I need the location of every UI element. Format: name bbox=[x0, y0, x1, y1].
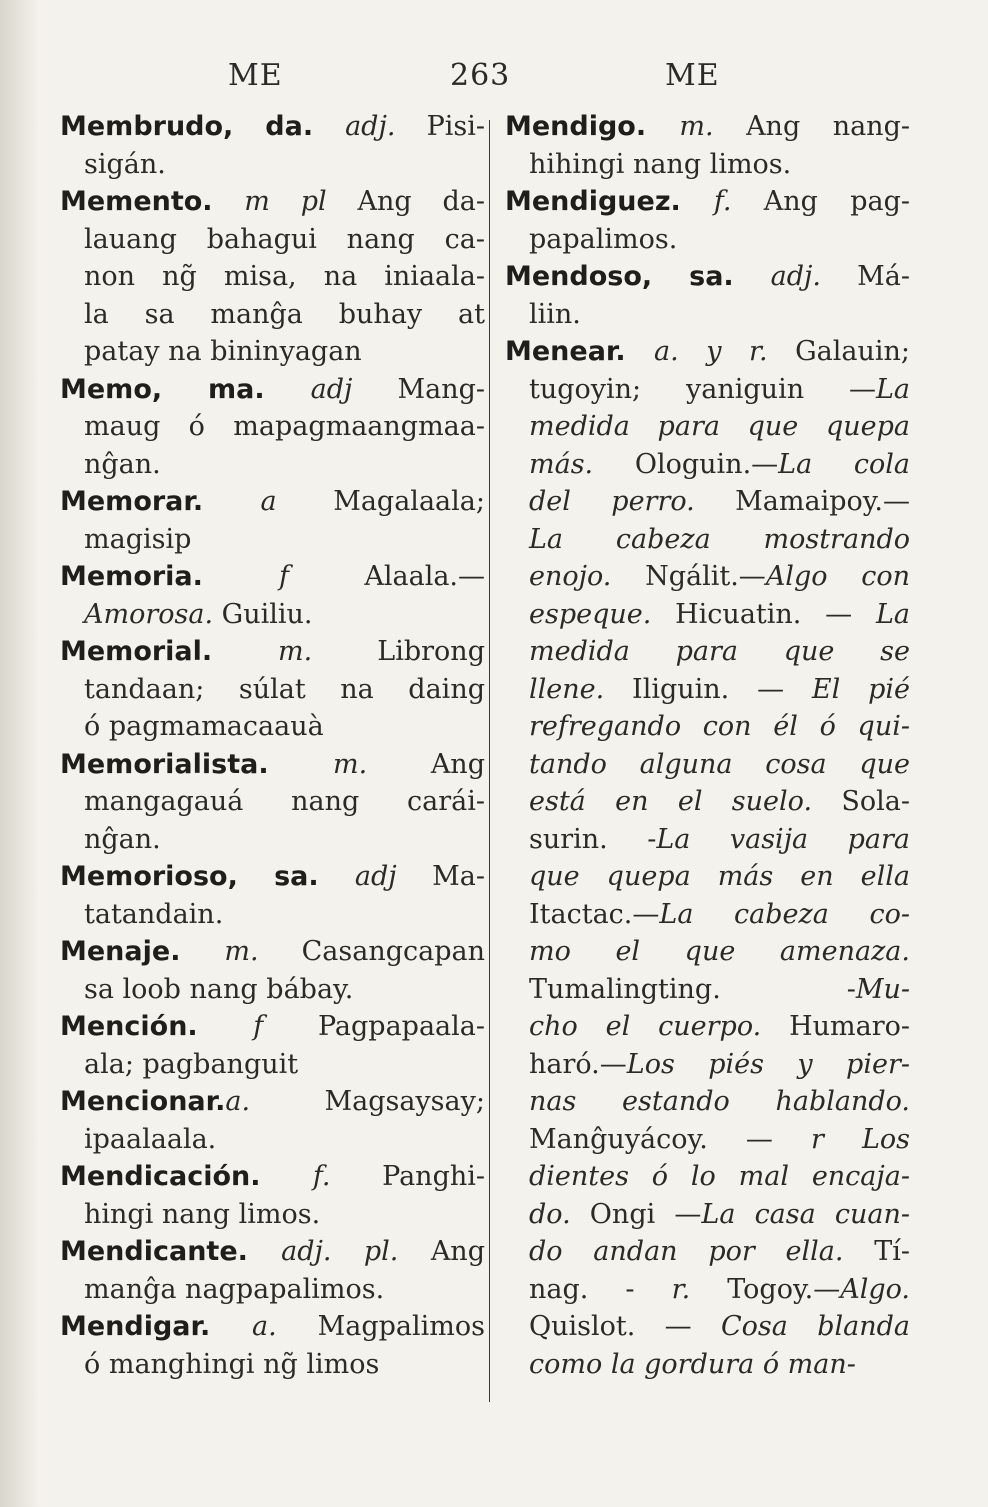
definition-text: Magalaala; bbox=[333, 486, 485, 517]
spanish-phrase: Algo. bbox=[840, 1273, 910, 1305]
entry-line bbox=[505, 1046, 910, 1084]
spanish-phrase: La cabeza mostrando bbox=[529, 523, 910, 555]
headword: Memorar. bbox=[60, 486, 261, 517]
entry-line bbox=[60, 1346, 485, 1384]
definition-text: la sa manĝa buhay at bbox=[84, 298, 485, 330]
entry-mendigo bbox=[505, 108, 910, 183]
definition-text: Ongi — bbox=[589, 1198, 702, 1230]
entry-line bbox=[60, 333, 485, 371]
entry-line bbox=[60, 146, 485, 184]
definition-text: surin. - bbox=[529, 823, 657, 855]
definition-text: mangagauá nang carái- bbox=[84, 786, 485, 817]
entry-mencion bbox=[60, 1008, 485, 1083]
definition-text: Guiliu. bbox=[221, 598, 313, 630]
definition-text: Alaala.— bbox=[364, 561, 485, 592]
entry-memorar bbox=[60, 483, 485, 558]
column-divider bbox=[489, 120, 490, 1402]
definition-text: Ang bbox=[430, 1236, 485, 1267]
definition-text: Má- bbox=[857, 261, 910, 292]
definition-text: Mamaipoy.— bbox=[735, 486, 910, 517]
entry-line bbox=[505, 296, 910, 334]
entry-line bbox=[60, 896, 485, 934]
spanish-phrase: del perro. bbox=[529, 486, 736, 517]
headword: Memo, ma. bbox=[60, 373, 311, 405]
entry-line bbox=[505, 1271, 910, 1309]
definition-text: patay na bininyagan bbox=[84, 336, 362, 367]
entry-line bbox=[60, 708, 485, 746]
entry-line bbox=[60, 1121, 485, 1159]
entry-line bbox=[505, 1121, 910, 1159]
definition-text: ala; pagbanguit bbox=[84, 1048, 299, 1080]
entry-menaje bbox=[60, 933, 485, 1008]
spanish-phrase: enojo. bbox=[529, 561, 646, 592]
headword: Mencionar. bbox=[60, 1086, 226, 1117]
definition-text: Humaro- bbox=[789, 1011, 910, 1042]
definition-text: Ma- bbox=[432, 861, 485, 892]
grammar-abbrev: m. bbox=[224, 936, 302, 967]
spanish-phrase: medida para que se bbox=[529, 636, 910, 667]
definition-text: Pagpapaala- bbox=[317, 1011, 485, 1042]
entry-line bbox=[505, 858, 910, 896]
entry-line bbox=[505, 708, 910, 746]
entry-mendicante bbox=[60, 1233, 485, 1308]
grammar-abbrev: m pl bbox=[244, 186, 358, 217]
definition-text: lauang bahagui nang ca- bbox=[84, 223, 485, 255]
definition-text: Ang da- bbox=[357, 186, 485, 217]
entry-line bbox=[60, 821, 485, 859]
spanish-phrase: Los bbox=[861, 1123, 910, 1155]
spanish-phrase: La cabeza co- bbox=[659, 898, 910, 930]
spanish-phrase: tando alguna cosa que bbox=[529, 748, 910, 780]
spanish-phrase: La casa cuan- bbox=[701, 1198, 910, 1230]
grammar-abbrev: m. bbox=[333, 748, 431, 780]
spanish-phrase: La cola bbox=[778, 448, 910, 480]
entry-line bbox=[60, 633, 485, 671]
entry-line bbox=[505, 933, 910, 971]
headword: Menaje. bbox=[60, 936, 225, 967]
entry-line bbox=[60, 858, 485, 896]
entry-line bbox=[505, 258, 910, 296]
entry-line bbox=[60, 1083, 485, 1121]
grammar-abbrev: a. y r. bbox=[654, 336, 796, 367]
guide-word-left: ME bbox=[228, 58, 283, 93]
entry-line bbox=[505, 371, 910, 409]
definition-text: manĝa nagpapalimos. bbox=[84, 1273, 385, 1305]
definition-text: Ang nang- bbox=[746, 111, 910, 142]
grammar-abbrev: f bbox=[253, 1011, 318, 1042]
headword: Mendicante. bbox=[60, 1236, 282, 1267]
definition-text: Quislot. — bbox=[529, 1311, 721, 1342]
spanish-phrase: mo el que amenaza. bbox=[529, 936, 910, 967]
entry-line bbox=[505, 1196, 910, 1234]
definition-text: Ologuin.— bbox=[634, 448, 779, 480]
grammar-abbrev: f bbox=[279, 561, 365, 592]
entry-line bbox=[60, 1046, 485, 1084]
headword: Mendigo. bbox=[505, 111, 680, 142]
spanish-phrase: Cosa blanda bbox=[721, 1311, 910, 1342]
entry-line bbox=[505, 333, 910, 371]
definition-text: Togoy.— bbox=[727, 1273, 841, 1305]
definition-text: sigán. bbox=[84, 148, 166, 180]
definition-text: liin. bbox=[529, 298, 581, 330]
definition-text: Sola- bbox=[841, 786, 910, 817]
spanish-phrase: do andan por ella. bbox=[529, 1236, 875, 1267]
definition-text: nĝan. bbox=[84, 823, 161, 855]
entry-memorial bbox=[60, 633, 485, 746]
entry-mendicacion bbox=[60, 1158, 485, 1233]
entry-line bbox=[505, 821, 910, 859]
gutter-shadow bbox=[0, 0, 40, 1507]
entry-line bbox=[505, 221, 910, 259]
definition-text: Magsaysay; bbox=[324, 1086, 485, 1117]
spanish-phrase: Los piés y pier- bbox=[626, 1048, 910, 1080]
grammar-abbrev: adj. pl. bbox=[281, 1236, 431, 1267]
grammar-abbrev: r bbox=[810, 1123, 862, 1155]
grammar-abbrev: f. bbox=[312, 1161, 383, 1192]
headword: Memoria. bbox=[60, 561, 280, 592]
entry-line bbox=[505, 1233, 910, 1271]
right-column bbox=[505, 108, 910, 1383]
entry-line bbox=[60, 1271, 485, 1309]
entry-line bbox=[60, 521, 485, 559]
grammar-abbrev: r. bbox=[671, 1273, 728, 1305]
headword: Memento. bbox=[60, 186, 245, 217]
spanish-phrase: refregando con él ó qui- bbox=[529, 711, 910, 742]
page-number: 263 bbox=[450, 58, 511, 93]
headword: Mendigar. bbox=[60, 1311, 252, 1342]
entry-line bbox=[60, 296, 485, 334]
entry-line bbox=[60, 446, 485, 484]
definition-text: Tumalingting. - bbox=[529, 973, 856, 1005]
spanish-phrase: Amorosa. bbox=[84, 598, 222, 630]
definition-text: Mang- bbox=[397, 373, 485, 405]
spanish-phrase: que quepa más en ella bbox=[529, 861, 910, 892]
definition-text: sa loob nang bábay. bbox=[84, 973, 354, 1005]
definition-text: Ang bbox=[430, 748, 485, 780]
headword: Menear. bbox=[505, 336, 655, 367]
spanish-phrase: La bbox=[875, 598, 910, 630]
definition-text: ó pagmamacaauà bbox=[84, 711, 324, 742]
definition-text: papalimos. bbox=[529, 223, 678, 255]
grammar-abbrev: a bbox=[260, 486, 334, 517]
guide-word-right: ME bbox=[665, 58, 720, 93]
running-header bbox=[0, 58, 988, 102]
definition-text: hingi nang limos. bbox=[84, 1198, 321, 1230]
definition-text: Manĝuyácoy. — bbox=[529, 1123, 811, 1155]
entry-memorioso bbox=[60, 858, 485, 933]
definition-text: Magpalimos bbox=[317, 1311, 485, 1342]
grammar-abbrev: f. bbox=[713, 186, 764, 217]
headword: Mención. bbox=[60, 1011, 254, 1042]
entry-line bbox=[505, 558, 910, 596]
definition-text: maug ó mapagmaangmaa- bbox=[84, 411, 485, 442]
entry-line bbox=[60, 221, 485, 259]
entry-line bbox=[60, 1158, 485, 1196]
spanish-phrase: está en el suelo. bbox=[529, 786, 842, 817]
definition-text: non ng̃ misa, na iniaala- bbox=[84, 261, 485, 292]
spanish-phrase: Mu- bbox=[855, 973, 910, 1005]
spanish-phrase: La vasija para bbox=[656, 823, 910, 855]
entry-line bbox=[60, 558, 485, 596]
entry-line bbox=[60, 258, 485, 296]
definition-text: magisip bbox=[84, 523, 192, 555]
entry-line bbox=[505, 783, 910, 821]
spanish-phrase: Algo con bbox=[765, 561, 910, 592]
entry-line bbox=[505, 1008, 910, 1046]
definition-text: Pisi- bbox=[426, 111, 485, 142]
entry-mendiguez bbox=[505, 183, 910, 258]
spanish-phrase: como la gordura ó man- bbox=[529, 1348, 856, 1380]
spanish-phrase: nas estando hablando. bbox=[529, 1086, 910, 1117]
entry-line bbox=[60, 1233, 485, 1271]
entry-membrudo bbox=[60, 108, 485, 183]
entry-line bbox=[60, 483, 485, 521]
entry-line bbox=[60, 1308, 485, 1346]
definition-text: hihingi nang limos. bbox=[529, 148, 792, 180]
grammar-abbrev: adj. bbox=[770, 261, 858, 292]
entry-line bbox=[60, 183, 485, 221]
entry-memento bbox=[60, 183, 485, 371]
headword: Memorioso, sa. bbox=[60, 861, 355, 892]
definition-text: Librong bbox=[377, 636, 485, 667]
entry-line bbox=[505, 446, 910, 484]
spanish-phrase: El pié bbox=[811, 673, 910, 705]
entry-line bbox=[60, 596, 485, 634]
entry-menear bbox=[505, 333, 910, 1383]
definition-text: Iliguin. — bbox=[632, 673, 812, 705]
definition-text: Ngálit.— bbox=[645, 561, 766, 592]
entry-line bbox=[505, 1158, 910, 1196]
spanish-phrase: La bbox=[875, 373, 910, 405]
entry-line bbox=[505, 183, 910, 221]
entry-memo bbox=[60, 371, 485, 484]
definition-text: Tí- bbox=[874, 1236, 910, 1267]
entry-line bbox=[60, 108, 485, 146]
spanish-phrase: llene. bbox=[529, 673, 633, 705]
entry-line bbox=[60, 371, 485, 409]
definition-text: Casangcapan bbox=[301, 936, 485, 967]
entry-line bbox=[60, 933, 485, 971]
entry-line bbox=[505, 596, 910, 634]
grammar-abbrev: m. bbox=[679, 111, 747, 142]
definition-text: Panghi- bbox=[382, 1161, 485, 1192]
entry-line bbox=[505, 483, 910, 521]
definition-text: Hicuatin. — bbox=[675, 598, 876, 630]
entry-mendigar bbox=[60, 1308, 485, 1383]
entry-line bbox=[60, 408, 485, 446]
entry-line bbox=[505, 896, 910, 934]
spanish-phrase: do. bbox=[529, 1198, 590, 1230]
grammar-abbrev: adj. bbox=[345, 111, 427, 142]
entry-line bbox=[60, 746, 485, 784]
entry-memoria bbox=[60, 558, 485, 633]
entry-line bbox=[505, 671, 910, 709]
entry-line bbox=[505, 971, 910, 1009]
entry-line bbox=[60, 1196, 485, 1234]
definition-text: ipaalaala. bbox=[84, 1123, 217, 1155]
entry-line bbox=[505, 633, 910, 671]
spanish-phrase: espeque. bbox=[529, 598, 676, 630]
grammar-abbrev: a. bbox=[225, 1086, 325, 1117]
entry-mendoso bbox=[505, 258, 910, 333]
entry-line bbox=[505, 521, 910, 559]
definition-text: Ang pag- bbox=[763, 186, 910, 217]
grammar-abbrev: adj bbox=[310, 373, 398, 405]
entry-line bbox=[505, 1308, 910, 1346]
entry-line bbox=[505, 1083, 910, 1121]
definition-text: tugoyin; yaniguin — bbox=[529, 373, 876, 405]
headword: Memorialista. bbox=[60, 748, 334, 780]
definition-text: ó manghingi ng̃ limos bbox=[84, 1348, 380, 1380]
headword: Mendoso, sa. bbox=[505, 261, 771, 292]
grammar-abbrev: adj bbox=[354, 861, 433, 892]
entry-line bbox=[60, 971, 485, 1009]
spanish-phrase: dientes ó lo mal encaja- bbox=[529, 1161, 910, 1192]
definition-text: nag. - bbox=[529, 1273, 672, 1305]
entry-line bbox=[505, 746, 910, 784]
definition-text: tatandain. bbox=[84, 898, 224, 930]
spanish-phrase: medida para que quepa bbox=[529, 411, 910, 442]
entry-line bbox=[60, 783, 485, 821]
headword: Mendicación. bbox=[60, 1161, 313, 1192]
headword: Mendiguez. bbox=[505, 186, 714, 217]
definition-text: haró.— bbox=[529, 1048, 627, 1080]
spanish-phrase: cho el cuerpo. bbox=[529, 1011, 790, 1042]
entry-line bbox=[505, 408, 910, 446]
entry-line bbox=[60, 1008, 485, 1046]
entry-line bbox=[505, 146, 910, 184]
spanish-phrase: más. bbox=[529, 448, 635, 480]
headword: Memorial. bbox=[60, 636, 279, 667]
definition-text: Itactac.— bbox=[529, 898, 660, 930]
definition-text: tandaan; súlat na daing bbox=[84, 673, 485, 705]
definition-text: Galauin; bbox=[795, 336, 910, 367]
grammar-abbrev: m. bbox=[278, 636, 378, 667]
entry-mencionar bbox=[60, 1083, 485, 1158]
definition-text: nĝan. bbox=[84, 448, 161, 480]
entry-line bbox=[505, 1346, 910, 1384]
entry-memorialista bbox=[60, 746, 485, 859]
grammar-abbrev: a. bbox=[252, 1311, 318, 1342]
entry-line bbox=[505, 108, 910, 146]
entry-line bbox=[60, 671, 485, 709]
left-column bbox=[60, 108, 485, 1383]
headword: Membrudo, da. bbox=[60, 111, 346, 142]
